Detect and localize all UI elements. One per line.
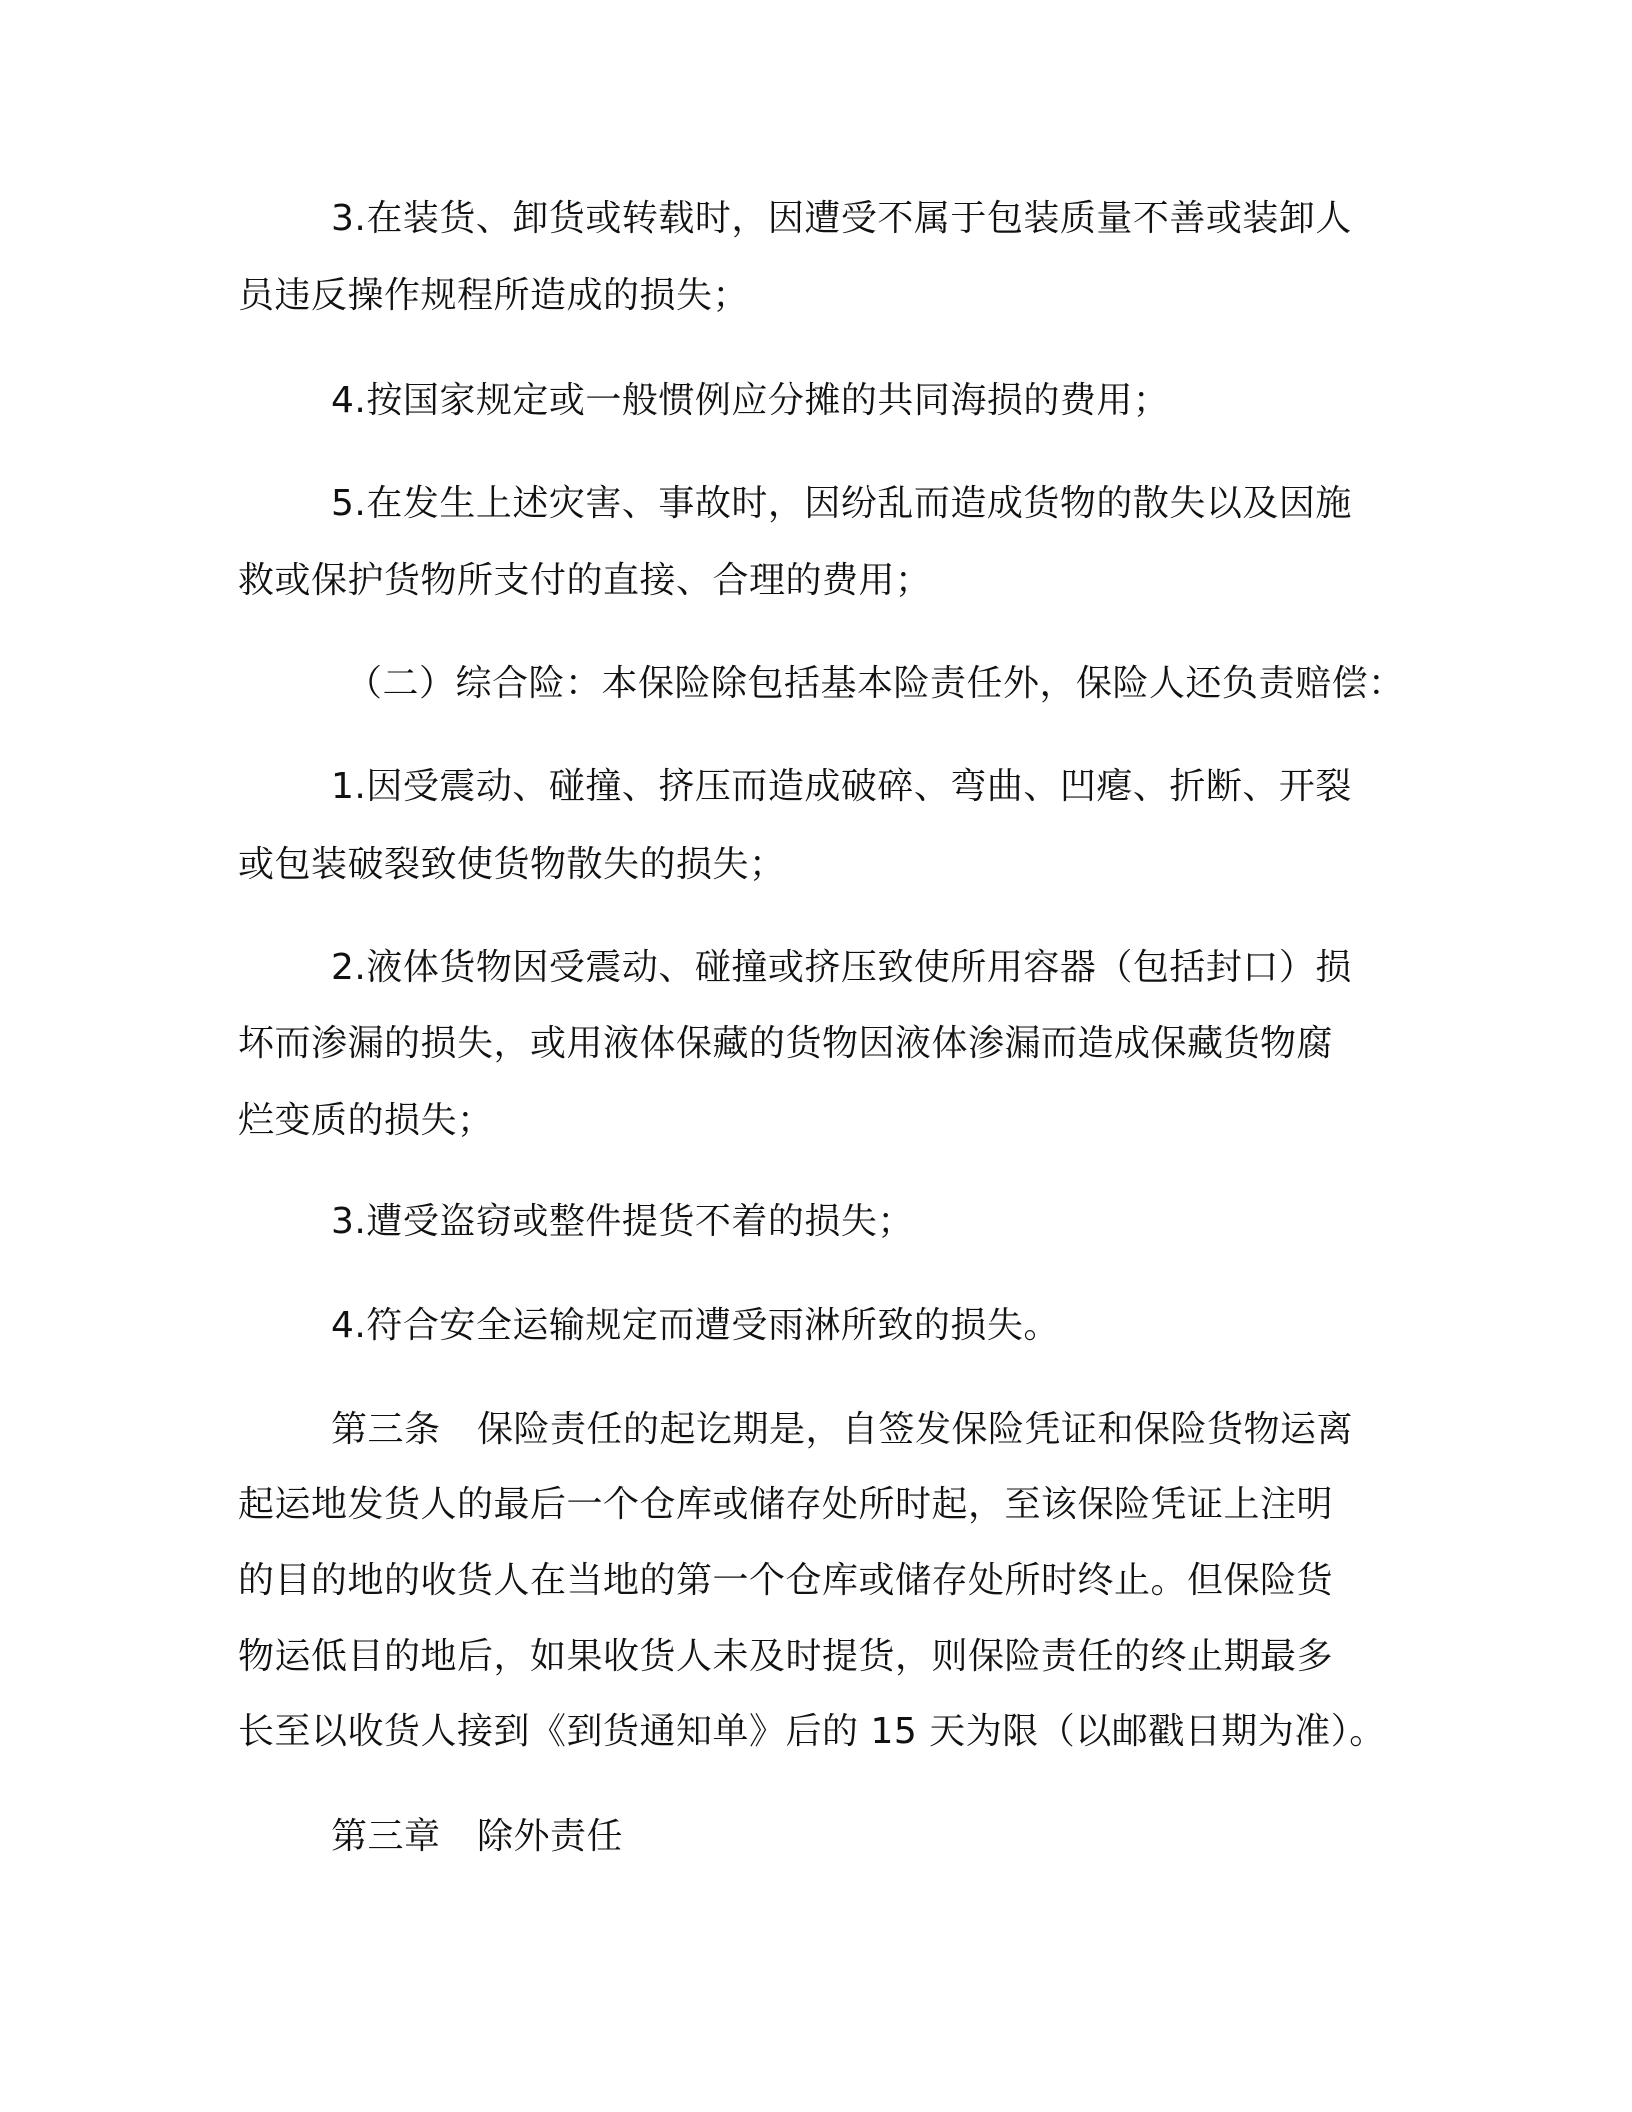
text-line-3: 4.按国家规定或一般惯例应分摊的共同海损的费用； xyxy=(331,380,1170,421)
text-line-10: 坏而渗漏的损失，或用液体保藏的货物因液体渗漏而造成保藏货物腐 xyxy=(238,1023,1334,1064)
text-line-9: 2.液体货物因受震动、碰撞或挤压致使所用容器（包括封口）损 xyxy=(331,947,1352,988)
text-line-8: 或包装破裂致使货物散失的损失； xyxy=(238,844,786,885)
text-line-14: 第三条 保险责任的起讫期是，自签发保险凭证和保险货物运离 xyxy=(331,1409,1354,1450)
text-line-2: 员违反操作规程所造成的损失； xyxy=(238,275,750,316)
text-line-7: 1.因受震动、碰撞、挤压而造成破碎、弯曲、凹瘪、折断、开裂 xyxy=(331,766,1352,807)
text-line-13: 4.符合安全运输规定而遭受雨淋所致的损失。 xyxy=(331,1305,1060,1346)
text-line-1: 3.在装货、卸货或转载时，因遭受不属于包装质量不善或装卸人 xyxy=(331,198,1352,239)
text-line-16: 的目的地的收货人在当地的第一个仓库或储存处所时终止。但保险货 xyxy=(238,1560,1334,1601)
text-line-15: 起运地发货人的最后一个仓库或储存处所时起，至该保险凭证上注明 xyxy=(238,1484,1334,1525)
text-line-11: 烂变质的损失； xyxy=(238,1100,494,1141)
text-line-18: 长至以收货人接到《到货通知单》后的 15 天为限（以邮戳日期为准）。 xyxy=(238,1711,1386,1752)
text-line-6: （二）综合险：本保险除包括基本险责任外，保险人还负责赔偿： xyxy=(346,663,1405,704)
text-line-12: 3.遭受盗窃或整件提货不着的损失； xyxy=(331,1201,914,1242)
text-line-17: 物运低目的地后，如果收货人未及时提货，则保险责任的终止期最多 xyxy=(238,1636,1334,1677)
text-line-5: 救或保护货物所支付的直接、合理的费用； xyxy=(238,560,932,601)
text-line-4: 5.在发生上述灾害、事故时，因纷乱而造成货物的散失以及因施 xyxy=(331,483,1352,524)
text-line-19: 第三章 除外责任 xyxy=(331,1816,624,1857)
